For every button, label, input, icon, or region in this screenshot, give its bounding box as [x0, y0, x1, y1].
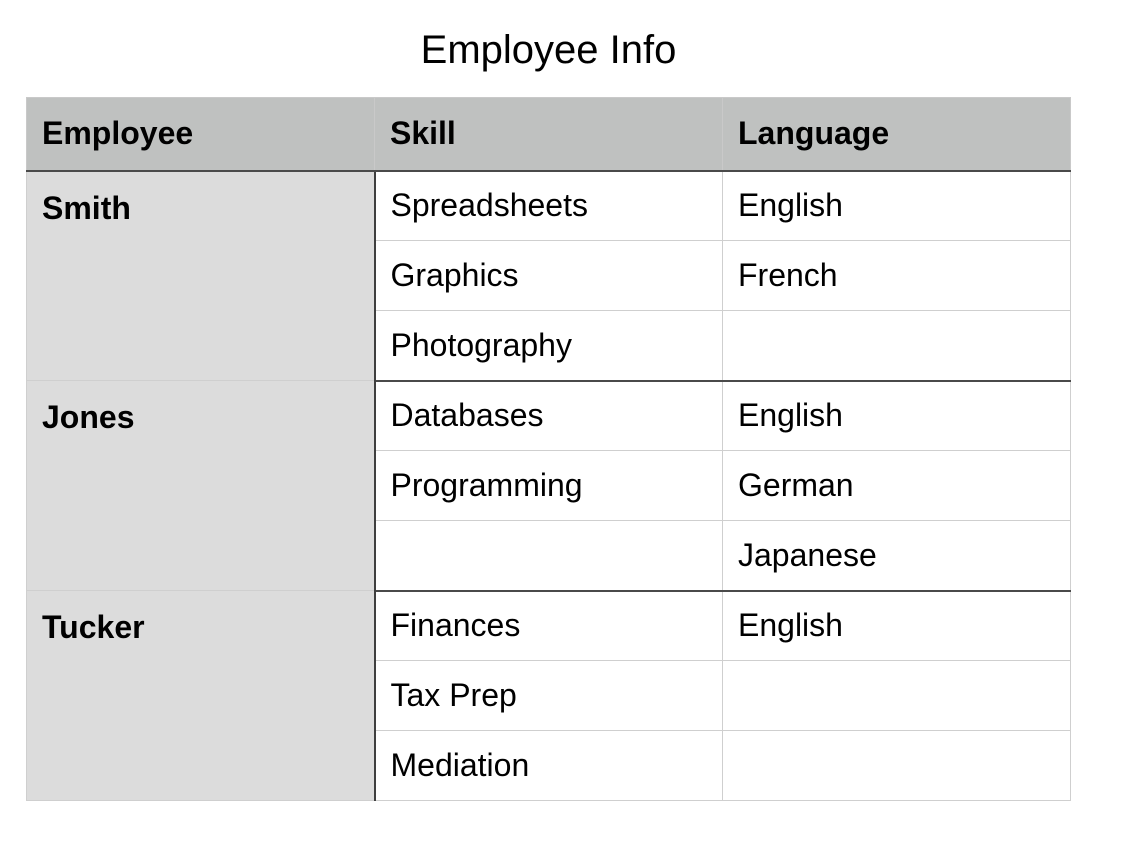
table-row — [27, 381, 1071, 451]
table-body — [27, 171, 1071, 801]
employee-name-cell: Tucker — [27, 591, 375, 801]
language-cell: English — [723, 591, 1071, 661]
language-cell — [723, 311, 1071, 381]
language-cell: Japanese — [723, 521, 1071, 591]
column-header-employee: Employee — [27, 98, 375, 171]
language-cell: German — [723, 451, 1071, 521]
skill-cell: Tax Prep — [375, 661, 723, 731]
skill-cell: Databases — [375, 381, 723, 451]
language-cell — [723, 731, 1071, 801]
language-cell: French — [723, 241, 1071, 311]
skill-cell: Programming — [375, 451, 723, 521]
header-row — [27, 98, 1071, 171]
skill-cell: Graphics — [375, 241, 723, 311]
column-header-language: Language — [723, 98, 1071, 171]
skill-cell: Spreadsheets — [375, 171, 723, 241]
table-header — [27, 98, 1071, 171]
column-header-skill: Skill — [375, 98, 723, 171]
employee-name-cell: Jones — [27, 381, 375, 591]
skill-cell: Photography — [375, 311, 723, 381]
employee-name-cell: Smith — [27, 171, 375, 381]
language-cell: English — [723, 171, 1071, 241]
language-cell: English — [723, 381, 1071, 451]
table-row — [27, 591, 1071, 661]
language-cell — [723, 661, 1071, 731]
table-row — [27, 171, 1071, 241]
employee-table — [26, 97, 1071, 801]
skill-cell: Finances — [375, 591, 723, 661]
skill-cell: Mediation — [375, 731, 723, 801]
page-title: Employee Info — [420, 28, 677, 72]
skill-cell — [375, 521, 723, 591]
